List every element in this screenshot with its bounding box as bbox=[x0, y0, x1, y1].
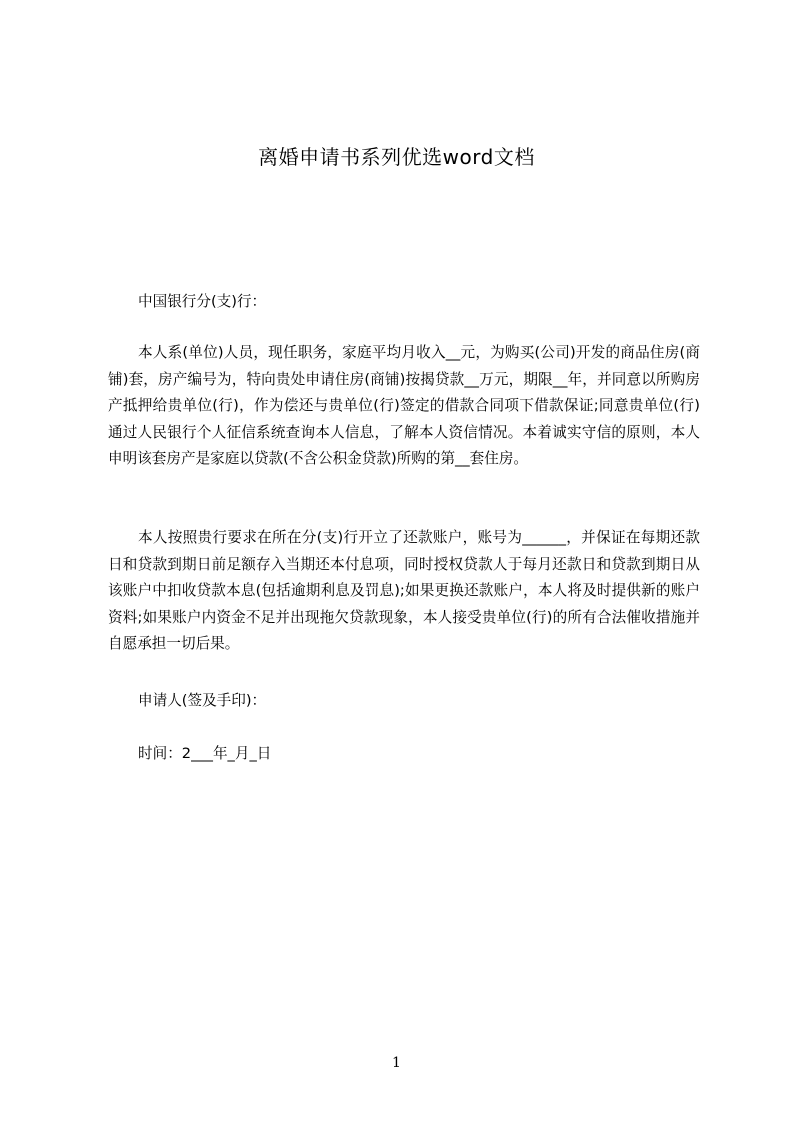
document-title: 离婚申请书系列优选word文档 bbox=[258, 145, 535, 169]
date-line bbox=[108, 741, 700, 768]
paragraph-repayment bbox=[108, 525, 700, 658]
paragraph-text: 本人系(单位)人员，现任职务，家庭平均月收入__元，为购买(公司)开发的商品住房(商铺)套，房产编号为，特向贵处申请住房(商铺)按揭贷款__万元，期限__年，并同意以所购房产抵押给贵单位(行)，作为偿还与贵单位(行)签定的借款合同项下借款保证;同意贵单位(行)通过人民银行个人征信系统查询本人信息，了解本人资信情况。本着诚实守信的原则，本人申明该套房产是家庭以贷款(不含公积金贷款)所购的第__套住房。 bbox=[108, 344, 700, 467]
signer-label: 申请人(签及手印)： bbox=[138, 692, 267, 709]
page-number: 1 bbox=[392, 1055, 401, 1071]
paragraph-text: 本人按照贵行要求在所在分(支)行开立了还款账户，账号为______，并保证在每期还款日和贷款到期日前足额存入当期还本付息项，同时授权贷款人于每月还款日和贷款到期日从该账户中扣收贷款本息(包括逾期利息及罚息);如果更换还款账户，本人将及时提供新的账户资料;如果账户内资金不足并出现拖欠贷款现象，本人接受贵单位(行)的所有合法催收措施并自愿承担一切后果。 bbox=[108, 529, 700, 652]
salutation bbox=[108, 289, 700, 316]
date-label: 时间：2___年_月_日 bbox=[138, 745, 272, 762]
paragraph-loan-request bbox=[108, 340, 700, 473]
salutation-text: 中国银行分(支)行： bbox=[138, 293, 267, 310]
signer-line bbox=[108, 688, 700, 715]
